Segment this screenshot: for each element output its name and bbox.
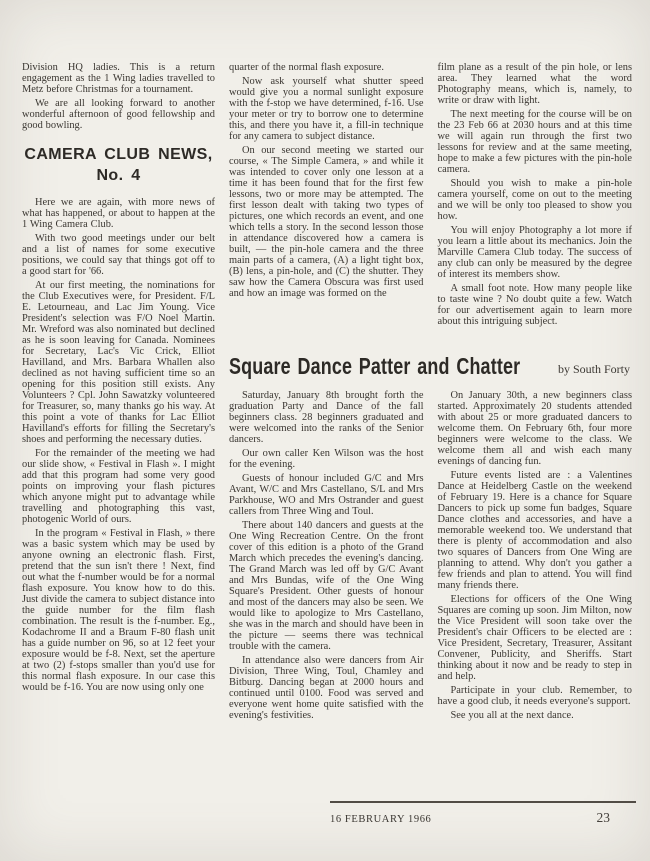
paragraph: film plane as a result of the pin hole, or lens area. They learned what the word Photography means, which is, namely, to write or draw with light. — [437, 62, 632, 106]
footer-date: 16 FEBRUARY 1966 — [330, 814, 432, 825]
camera-club-title-line1: CAMERA CLUB NEWS, — [24, 146, 213, 163]
page-footer — [330, 801, 636, 826]
paragraph: Should you wish to make a pin-hole camera yourself, come on out to the meeting and we will be only too pleased to show you how. — [437, 178, 632, 222]
paragraph: In the program « Festival in Flash, » there was a basic system which may be used by anyone owning an electronic flash. First, pretend that the sun isn't there ! Next, find out what the f-number would be for a normal flash exposure. You know how to do this. Just divide the camera to subject distance into the guide number for the film flash combination. The result is the f-number. Eg., Kodachrome II and a Braum F-80 flash unit has a guide number on 96, so at 12 feet your exposure would be f-8. Next, set the aperture at two (2) f-stops smaller than you'd use for this normal flash exposure. In our case this would be f-16. You are now using only one — [22, 528, 215, 693]
paragraph: On our second meeting we started our course, « The Simple Camera, » and while it was intended to cover only one lesson at a time it has been found that for the first few lessons, two or more may be attempted. The first lesson dealt with taking two types of pictures, one which records an event, and one which tells a story. In the second lesson those in attendance discovered how a camera is built, — the pin-hole camera and the three main parts of a camera, (A) a light tight box, (B) lens, a pin-hole, and (C) the shutter. They saw how the Camera Obscura was first used and how an image was formed on the — [229, 145, 424, 299]
square-dance-body — [229, 390, 632, 724]
paragraph: Guests of honour included G/C and Mrs Avant, W/C and Mrs Castellano, S/L and Mrs Parkhouse, WO and Mrs Ostrander and guest callers from Three Wing and Toul. — [229, 473, 424, 517]
paragraph: A small foot note. How many people like to taste wine ? No doubt quite a few. Watch for our advertisement again to learn more about this intriguing subject. — [437, 283, 632, 327]
paragraph: Here we are again, with more news of what has happened, or about to happen at the 1 Wing Camera Club. — [22, 197, 215, 230]
camera-club-title-line2: No. 4 — [96, 167, 141, 184]
paragraph: With two good meetings under our belt and a list of names for some executive positions, we could say that things got off to a good start for '66. — [22, 233, 215, 277]
paragraph: See you all at the next dance. — [450, 710, 574, 721]
bowling-note-paragraphs — [22, 62, 215, 131]
paragraph: Participate in your club. Remember, to have a good club, it needs everyone's support. — [437, 685, 632, 707]
paragraph: For the remainder of the meeting we had our slide show, « Festival in Flash ». I might add that this program had some very good points on improving your flash pictures which anyone might put to advantage while travelling and photographing this vast, photogenic World of ours. — [22, 448, 215, 525]
footer-page-number: 23 — [596, 810, 610, 825]
square-dance-left-column — [229, 390, 424, 724]
square-dance-header — [229, 352, 632, 386]
square-dance-right-column — [438, 390, 633, 724]
paragraph: Now ask yourself what shutter speed would give you a normal sunlight exposure with the f-stop we have determined, f-16. Use your meter or try to borrow one to determine this, and there you have it, a fill-in technique for any camera to subject distance. — [229, 76, 424, 142]
paragraph: On January 30th, a new beginners class started. Approximately 20 students attended with about 25 or more graduated dancers to welcome them. On February 6th, four more beginners were welcome to the class. We welcome them all and wish each many evenings of dancing fun. — [437, 390, 632, 467]
camera-club-right-column — [438, 62, 633, 344]
right-area — [229, 62, 632, 724]
paragraph: In attendance also were dancers from Air Division, Three Wing, Toul, Chamley and Bitburg. Dancing began at 2000 hours and continued until 0100. Food was served and everyone went home quite satisfied with the evening's festivities. — [229, 655, 424, 721]
paragraph: The next meeting for the course will be on the 23 Feb 66 at 2030 hours and at this time we will again run through the first two lessons for review and at the same meeting, hope to make a few pictures with the pin-hole camera. — [437, 109, 632, 175]
paragraph: Future events listed are : a Valentines Dance at Heidelberg Castle on the weekend of February 19. Here is a chance for Square Dancers to pick up some fun badges, Square Dance clothes and accessories, and have a memorable weekend too. We understand that there is plenty of accommodation and also two squares of Dancers from One Wing are planning to attend. Why don't you gather a few friends and plan to attend. You will find many friends there. — [437, 470, 632, 591]
paragraph: We are all looking forward to another wonderful afternoon of good fellowship and good bowling. — [22, 98, 215, 131]
paragraph: quarter of the normal flash exposure. — [229, 62, 384, 73]
camera-club-title — [22, 144, 215, 186]
paragraph: At our first meeting, the nominations for the Club Executives were, for President. F/L E. Letourneau, and Lac Jim Young. Vice President's selection was F/O Noel Martin. Mr. Wreford was also nominated but declined as he is soon leaving for Canada. Nominees for Secretary, Lac's Vic Crick, Elliot Havilland, and Mrs. Barbara Whallen also declined as not having sufficient time so an opening for this position still exists. Any Volunteers ? Cpl. John Sawatzky volunteered for Treasurer, so, many thanks go his way. At this point a vote of thanks for Lac Elliot Havilland's efforts for filling the Secretary's shoes and performing the necessary duties. — [22, 280, 215, 445]
square-dance-title: Square Dance Patter and Chatter — [229, 353, 521, 379]
paragraph: Our own caller Ken Wilson was the host for the evening. — [229, 448, 424, 470]
left-column — [22, 62, 215, 724]
camera-club-middle-column — [229, 62, 424, 344]
paragraph: You will enjoy Photography a lot more if you learn a little about its mechanics. Join the Marville Camera Club today. The success of any club can only be measured by the degree of interest its members show. — [437, 225, 632, 280]
paragraph: There about 140 dancers and guests at the One Wing Recreation Centre. On the front cover of this edition is a photo of the Grand March which precedes the evening's dancing. The Grand March was led off by G/C Avant and Mrs Bundas, wife of the One Wing Square's President. Other guests of honour and most of the dancers may also be seen. We would like to apologize to Mrs Castellano, she was in the march and should have been in the picture — seems there was technical trouble with the camera. — [229, 520, 424, 652]
camera-club-left-paragraphs — [22, 197, 215, 693]
page-content — [22, 62, 632, 724]
paragraph: Division HQ ladies. This is a return engagement as the 1 Wing ladies travelled to Metz before Christmas for a tournament. — [22, 62, 215, 95]
paragraph: Saturday, January 8th brought forth the graduation Party and Dance of the fall beginners class. 28 beginners graduated and were welcomed into the ranks of the Senior dancers. — [229, 390, 424, 445]
camera-club-continuation — [229, 62, 632, 344]
square-dance-byline: by South Forty — [557, 362, 630, 376]
paragraph: Elections for officers of the One Wing Squares are coming up soon. Jim Milton, now the Vice President will soon take over the President's chair Officers to be elected are : Vice President, Secretary, Treasurer, Assitant Convener, Publicity, and Sheriffs. Start thinking about it now and be ready to step in and help. — [437, 594, 632, 682]
